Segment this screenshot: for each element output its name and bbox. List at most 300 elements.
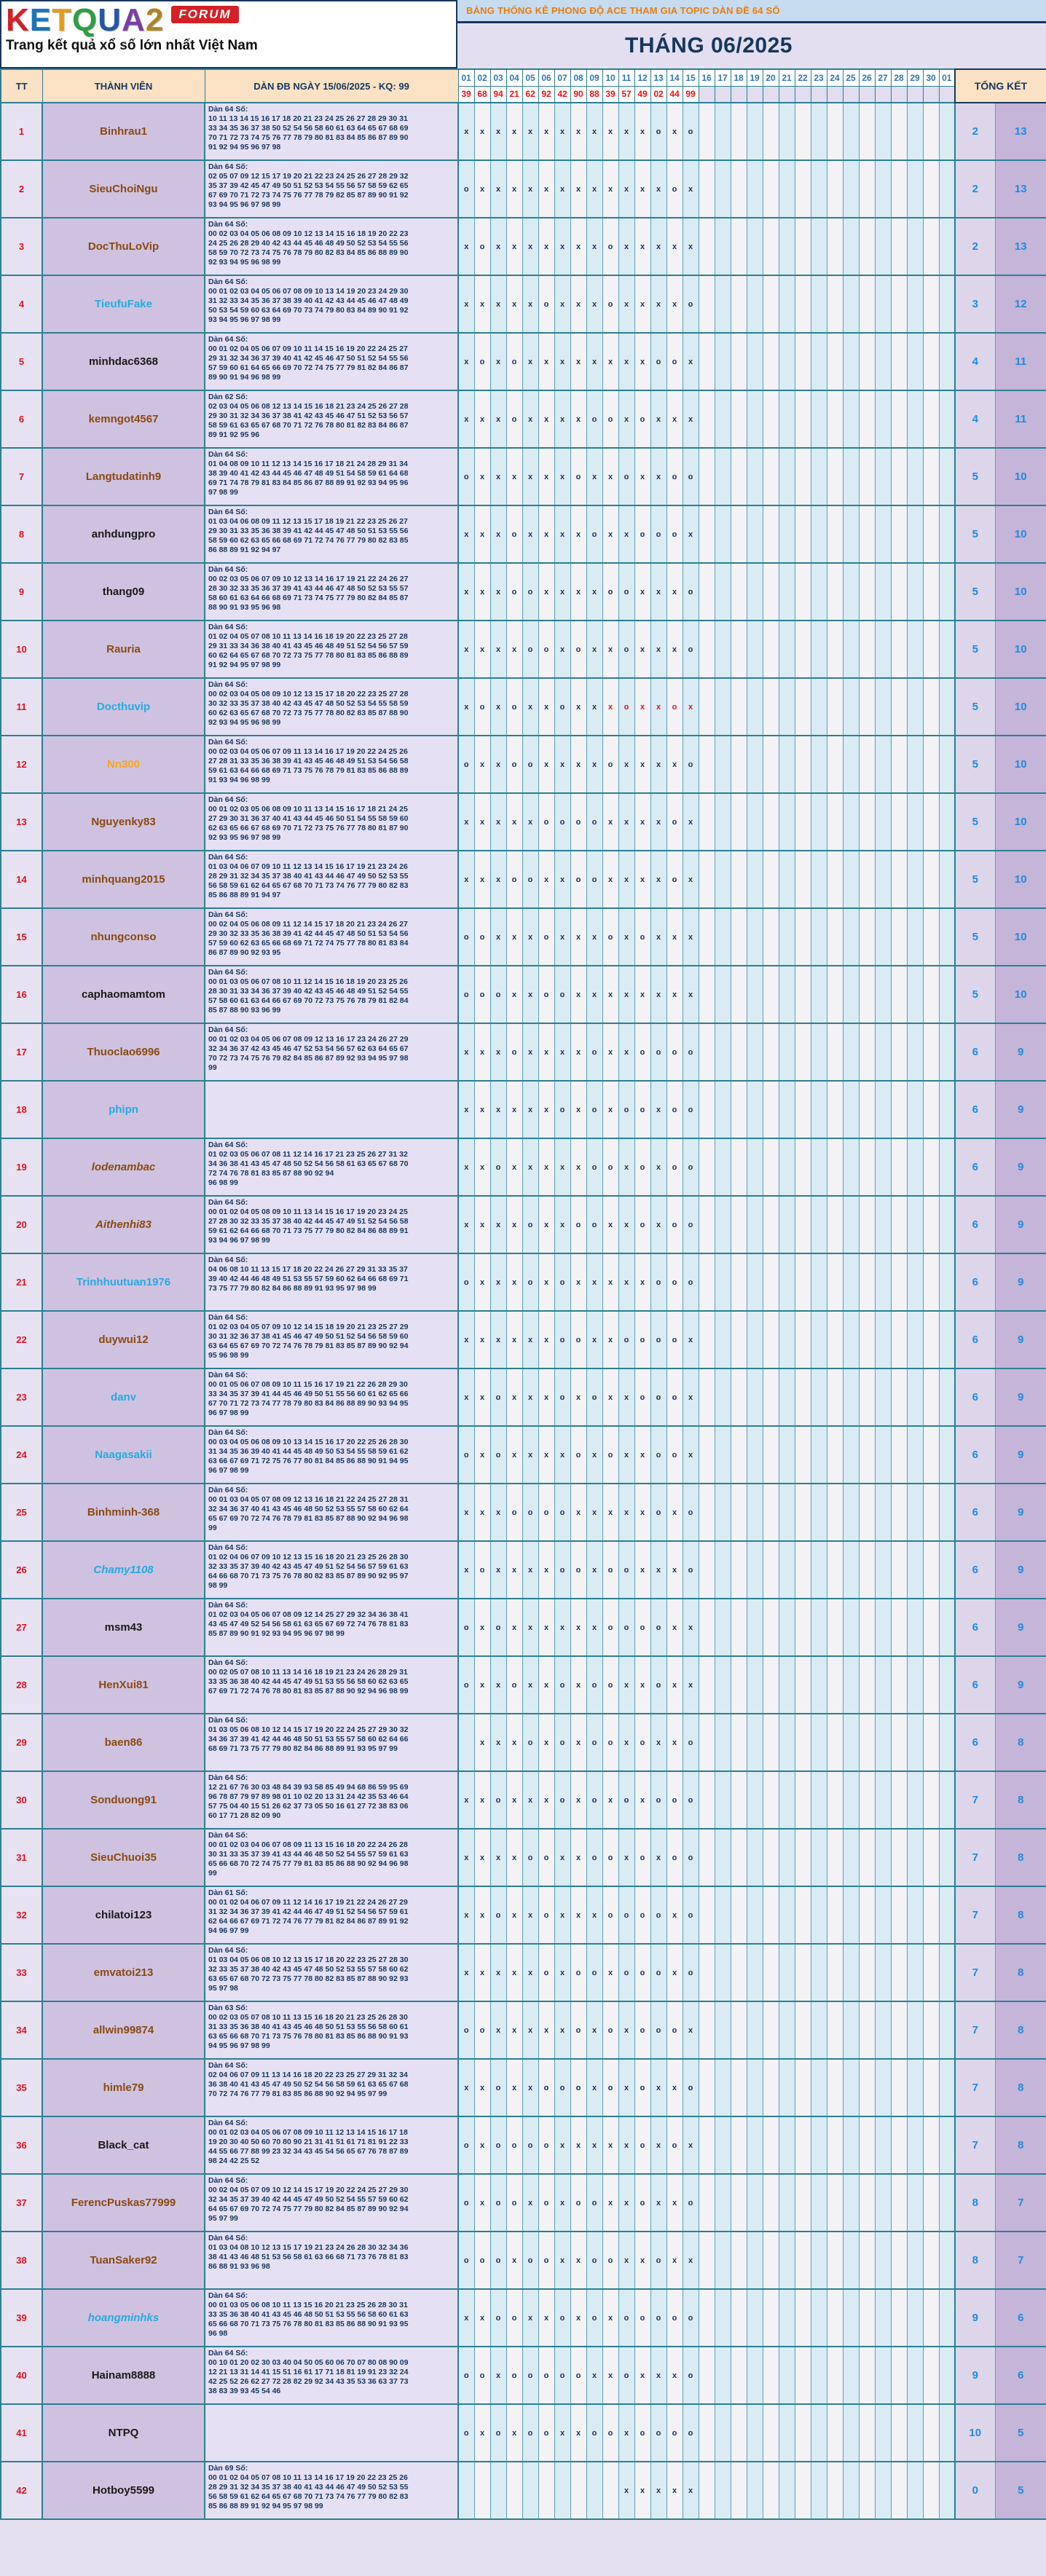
day-mark-empty	[699, 275, 715, 333]
day-mark: o	[586, 2174, 602, 2232]
member-name[interactable]: SieuChuoi35	[90, 1851, 157, 1864]
day-mark: o	[522, 1484, 538, 1541]
member-name[interactable]: SieuChoiNgu	[89, 182, 158, 195]
day-mark: o	[683, 1944, 699, 2001]
day-mark: x	[554, 1886, 570, 1944]
day-mark: x	[522, 2059, 538, 2116]
day-mark: x	[538, 678, 554, 736]
member-name[interactable]: Nn300	[106, 757, 141, 771]
day-mark-empty	[939, 621, 955, 678]
month-band	[457, 23, 1046, 68]
day-mark-empty	[891, 1484, 907, 1541]
member-row	[1, 1886, 1046, 1944]
day-mark-empty	[763, 678, 779, 736]
day-mark: x	[634, 563, 650, 621]
dan-numbers-line: 56 58 59 61 62 64 65 67 68 70 71 73 74 76 77 79 80 82 83	[208, 2492, 409, 2501]
day-mark-empty	[699, 160, 715, 218]
day-mark: x	[474, 851, 490, 908]
day-mark-empty	[795, 448, 811, 505]
day-mark	[570, 2462, 586, 2519]
day-mark: o	[522, 1253, 538, 1311]
total-o-count: 2	[955, 160, 995, 218]
day-mark-empty	[827, 2232, 843, 2289]
member-name[interactable]: caphaomamtom	[81, 988, 166, 1001]
day-mark: x	[474, 1023, 490, 1081]
day-mark	[506, 2462, 522, 2519]
col-header-tt: TT	[1, 69, 42, 103]
total-o-count: 5	[955, 736, 995, 793]
day-mark-empty	[811, 160, 827, 218]
result-value: 90	[570, 86, 586, 103]
day-mark-empty	[891, 505, 907, 563]
row-number: 25	[1, 1484, 42, 1541]
day-mark: o	[570, 2059, 586, 2116]
day-mark: x	[666, 1944, 683, 2001]
day-mark-empty	[811, 2289, 827, 2347]
day-mark-empty	[715, 1311, 731, 1368]
member-cell	[42, 1541, 205, 1599]
day-mark: x	[538, 505, 554, 563]
day-mark-empty	[875, 1081, 891, 1138]
day-mark: x	[474, 2289, 490, 2347]
day-mark-empty	[779, 2347, 795, 2404]
day-mark-empty	[827, 103, 843, 160]
member-name[interactable]: allwin99874	[93, 2023, 154, 2036]
day-mark-empty	[875, 1714, 891, 1771]
day-mark: o	[538, 1944, 554, 2001]
result-value: 39	[458, 86, 474, 103]
day-mark-empty	[827, 1023, 843, 1081]
member-name[interactable]: duywui12	[98, 1333, 149, 1346]
dan-numbers-line: 33 35 36 38 40 42 44 45 47 49 51 53 55 56 58 60 62 63 65	[208, 1677, 409, 1686]
member-name[interactable]: Rauria	[106, 642, 141, 655]
day-mark: x	[586, 1426, 602, 1484]
dan-numbers-line: 85 87 88 90 93 96 99	[208, 1006, 281, 1015]
member-name[interactable]: hoangminhks	[87, 2311, 160, 2324]
day-mark: x	[458, 390, 474, 448]
day-mark: x	[458, 1829, 474, 1886]
day-mark	[522, 2462, 538, 2519]
day-mark: x	[490, 793, 506, 851]
member-name[interactable]: Black_cat	[98, 2138, 149, 2151]
day-mark: x	[666, 2059, 683, 2116]
day-mark-empty	[827, 966, 843, 1023]
day-mark: o	[666, 1138, 683, 1196]
dan-numbers-line: 31 34 35 36 39 40 41 44 45 48 49 50 53 54 55 58 59 61 62	[208, 1447, 409, 1456]
total-o-count: 5	[955, 793, 995, 851]
dan-numbers-line: 01 03 04 06 07 09 10 11 12 13 14 15 16 17 19 21 23 24 26	[208, 862, 408, 871]
member-name[interactable]: anhdungpro	[91, 527, 156, 540]
day-mark-empty	[939, 218, 955, 275]
member-name[interactable]: Binhminh-368	[87, 1505, 160, 1519]
day-mark-empty	[923, 1023, 939, 1081]
member-cell	[42, 1081, 205, 1138]
day-mark-empty	[715, 160, 731, 218]
day-mark: x	[474, 2174, 490, 2232]
day-mark-empty	[763, 966, 779, 1023]
row-number: 22	[1, 1311, 42, 1368]
day-mark: x	[634, 1541, 650, 1599]
day-mark-empty	[795, 2289, 811, 2347]
dan-label: Dàn 64 Số:	[208, 105, 248, 114]
dan-numbers-line: 32 33 35 37 39 40 42 43 45 47 49 51 52 54 56 57 59 61 63	[208, 1562, 409, 1571]
day-mark: x	[554, 1426, 570, 1484]
total-x-count: 13	[995, 103, 1046, 160]
day-mark: x	[554, 333, 570, 390]
dan-numbers-line: 04 06 08 10 11 13 15 17 18 20 22 24 26 27 29 31 33 35 37	[208, 1265, 408, 1274]
day-mark: o	[683, 563, 699, 621]
day-mark: x	[602, 333, 618, 390]
total-x-count: 9	[995, 1484, 1046, 1541]
day-mark-empty	[731, 1714, 747, 1771]
member-name[interactable]: Trinhhuutuan1976	[76, 1275, 171, 1288]
day-mark-empty	[875, 1138, 891, 1196]
day-mark-empty	[843, 2347, 859, 2404]
dan-cell	[205, 851, 458, 908]
day-mark: x	[458, 1541, 474, 1599]
day-mark-empty	[875, 1944, 891, 2001]
day-mark: x	[570, 563, 586, 621]
dan-numbers-line: 62 63 65 66 67 68 69 70 71 72 73 75 76 77 78 80 81 87 90	[208, 824, 409, 832]
dan-cell	[205, 2232, 458, 2289]
day-mark: o	[650, 2001, 666, 2059]
day-mark: x	[570, 1484, 586, 1541]
day-mark: o	[506, 1484, 522, 1541]
day-mark-empty	[731, 1368, 747, 1426]
page-header	[0, 0, 1046, 68]
result-empty	[763, 86, 779, 103]
day-mark-empty	[843, 1541, 859, 1599]
member-name[interactable]: Aithenhi83	[95, 1218, 152, 1231]
member-row	[1, 1599, 1046, 1656]
day-mark: x	[650, 218, 666, 275]
day-mark-empty	[731, 2001, 747, 2059]
day-mark: o	[666, 1311, 683, 1368]
member-row	[1, 2404, 1046, 2462]
member-name[interactable]: kemngot4567	[88, 412, 159, 425]
day-mark: x	[602, 1368, 618, 1426]
day-mark: o	[666, 1771, 683, 1829]
day-mark-empty	[875, 448, 891, 505]
day-mark-empty	[699, 2347, 715, 2404]
day-mark: x	[683, 2001, 699, 2059]
member-name[interactable]: FerencPuskas77999	[71, 2196, 176, 2209]
day-mark-empty	[747, 678, 763, 736]
day-mark: x	[506, 1196, 522, 1253]
result-empty	[811, 86, 827, 103]
day-mark-empty	[811, 1253, 827, 1311]
day-mark: x	[458, 1368, 474, 1426]
dan-label: Dàn 64 Số:	[208, 1486, 248, 1494]
day-mark-empty	[939, 1886, 955, 1944]
day-mark-empty	[859, 2347, 875, 2404]
member-name[interactable]: DocThuLoVip	[87, 240, 160, 253]
dan-cell	[205, 1368, 458, 1426]
member-row	[1, 2059, 1046, 2116]
day-mark-empty	[923, 851, 939, 908]
member-name[interactable]: TuanSaker92	[90, 2253, 157, 2266]
day-mark: x	[538, 160, 554, 218]
day-mark: o	[554, 1541, 570, 1599]
day-mark: o	[538, 2347, 554, 2404]
day-mark-empty	[923, 563, 939, 621]
dan-numbers-line: 00 01 03 05 06 07 08 10 11 12 14 15 16 18 19 20 23 25 26	[208, 977, 408, 986]
dan-cell	[205, 1253, 458, 1311]
day-mark: x	[458, 2289, 474, 2347]
member-name[interactable]: chilatoi123	[95, 1908, 152, 1921]
day-mark: x	[634, 1771, 650, 1829]
member-name[interactable]: Langtudatinh9	[85, 470, 162, 483]
member-cell	[42, 851, 205, 908]
day-mark: x	[458, 1484, 474, 1541]
day-mark-empty	[939, 2462, 955, 2519]
day-mark: x	[618, 1196, 634, 1253]
member-name[interactable]: Chamy1108	[93, 1563, 154, 1576]
day-mark-empty	[827, 390, 843, 448]
dan-numbers-line: 00 02 04 05 06 08 09 11 12 14 15 17 18 20 21 23 24 26 27	[208, 920, 408, 929]
day-mark-empty	[859, 1081, 875, 1138]
dan-numbers-line: 12 21 67 76 30 03 48 84 39 93 58 85 49 94 68 86 59 95 69	[208, 1783, 409, 1792]
day-mark-empty	[891, 1196, 907, 1253]
day-mark-empty	[827, 333, 843, 390]
member-name[interactable]: thang09	[102, 585, 145, 598]
day-mark: x	[538, 448, 554, 505]
day-mark: x	[506, 218, 522, 275]
day-mark: x	[570, 103, 586, 160]
dan-cell	[205, 103, 458, 160]
dan-label: Dàn 64 Số:	[208, 680, 248, 689]
day-mark-empty	[875, 966, 891, 1023]
day-mark-empty	[827, 2347, 843, 2404]
dan-label: Dàn 64 Số:	[208, 450, 248, 459]
member-name[interactable]: baen86	[104, 1736, 143, 1749]
member-name[interactable]: msm43	[104, 1620, 143, 1634]
dan-numbers-line: 86 87 89 90 92 93 95	[208, 948, 281, 957]
day-mark: x	[506, 1886, 522, 1944]
total-x-count: 9	[995, 1541, 1046, 1599]
day-mark-empty	[779, 1484, 795, 1541]
day-mark: x	[618, 736, 634, 793]
dan-numbers-line: 00 01 03 04 05 07 08 09 12 13 16 18 21 22 24 25 27 28 31	[208, 1495, 409, 1504]
day-mark: x	[650, 1138, 666, 1196]
day-mark-empty	[907, 2404, 923, 2462]
member-row	[1, 2001, 1046, 2059]
day-mark-empty	[731, 1886, 747, 1944]
dan-label: Dàn 64 Số:	[208, 1831, 248, 1840]
member-name[interactable]: nhungconso	[90, 930, 157, 943]
member-name[interactable]: Docthuvip	[96, 700, 151, 713]
day-mark: x	[554, 908, 570, 966]
day-mark: x	[634, 1253, 650, 1311]
member-name[interactable]: Hainam8888	[91, 2368, 156, 2382]
dan-numbers-line: 00 01 05 06 07 08 09 10 11 15 16 17 19 21 22 26 28 29 30	[208, 1380, 408, 1389]
day-mark: o	[570, 793, 586, 851]
member-name[interactable]: Thuoclao6996	[87, 1045, 160, 1058]
member-name[interactable]: Binhrau1	[99, 125, 147, 138]
day-mark: o	[490, 2232, 506, 2289]
day-mark: x	[474, 275, 490, 333]
day-mark-empty	[699, 103, 715, 160]
day-mark: x	[570, 390, 586, 448]
dan-numbers-line: 89 90 91 94 96 98 99	[208, 373, 281, 382]
row-number: 37	[1, 2174, 42, 2232]
day-mark-empty	[859, 1253, 875, 1311]
day-mark-empty	[891, 1541, 907, 1599]
day-mark-empty	[795, 333, 811, 390]
member-name[interactable]: Naagasakii	[95, 1448, 152, 1461]
day-mark: x	[490, 736, 506, 793]
day-mark-empty	[763, 1196, 779, 1253]
dan-cell	[205, 1426, 458, 1484]
day-mark-empty	[699, 1253, 715, 1311]
member-name[interactable]: NTPQ	[108, 2426, 139, 2439]
day-mark-empty	[763, 1023, 779, 1081]
member-cell	[42, 218, 205, 275]
day-mark: x	[538, 1023, 554, 1081]
day-mark: x	[474, 1829, 490, 1886]
day-mark: x	[490, 275, 506, 333]
total-o-count: 7	[955, 1944, 995, 2001]
dan-label: Dàn 64 Số:	[208, 2119, 248, 2127]
day-mark-empty	[859, 448, 875, 505]
member-row	[1, 1138, 1046, 1196]
total-x-count: 9	[995, 1599, 1046, 1656]
day-mark: x	[554, 2232, 570, 2289]
member-row	[1, 2116, 1046, 2174]
member-name[interactable]: lodenambac	[91, 1160, 156, 1173]
day-mark-empty	[891, 2116, 907, 2174]
day-mark: x	[506, 160, 522, 218]
day-mark-empty	[923, 736, 939, 793]
day-mark: x	[490, 390, 506, 448]
dan-numbers-line: 63 65 67 68 70 72 73 75 77 78 80 82 83 85 87 88 90 92 93	[208, 1974, 409, 1983]
day-mark-empty	[907, 1484, 923, 1541]
day-mark-empty	[747, 1484, 763, 1541]
day-mark: o	[538, 1484, 554, 1541]
row-number: 30	[1, 1771, 42, 1829]
day-mark-empty	[731, 103, 747, 160]
member-name[interactable]: minhdac6368	[88, 355, 159, 368]
day-mark: o	[570, 1196, 586, 1253]
day-mark-empty	[699, 505, 715, 563]
day-mark: o	[683, 621, 699, 678]
day-mark-empty	[843, 736, 859, 793]
day-mark: x	[570, 1253, 586, 1311]
day-mark: o	[586, 1138, 602, 1196]
day-mark-empty	[875, 1829, 891, 1886]
day-mark-empty	[859, 333, 875, 390]
member-name[interactable]: himle79	[103, 2081, 144, 2094]
day-mark: o	[683, 275, 699, 333]
day-mark-empty	[907, 1944, 923, 2001]
day-mark-empty	[907, 1023, 923, 1081]
dan-numbers-line: 32 34 36 37 42 43 45 46 47 52 53 54 56 57 62 63 64 65 67	[208, 1044, 409, 1053]
member-name[interactable]: Sonduong91	[90, 1793, 157, 1806]
day-mark-empty	[923, 1368, 939, 1426]
day-mark-empty	[907, 2059, 923, 2116]
member-name[interactable]: TieufuFake	[95, 297, 152, 310]
dan-cell	[205, 1484, 458, 1541]
day-mark: o	[618, 1886, 634, 1944]
site-logo[interactable]	[0, 0, 457, 68]
day-mark-empty	[795, 2174, 811, 2232]
day-mark: x	[506, 1599, 522, 1656]
total-x-count: 9	[995, 1426, 1046, 1484]
day-mark: x	[602, 103, 618, 160]
day-mark-empty	[907, 1081, 923, 1138]
result-empty	[715, 86, 731, 103]
member-name[interactable]: HenXui81	[98, 1678, 149, 1691]
total-o-count: 2	[955, 103, 995, 160]
day-mark-empty	[827, 2404, 843, 2462]
member-name[interactable]: emvatoi213	[93, 1966, 154, 1979]
dan-cell	[205, 1081, 458, 1138]
dan-numbers-line: 00 01 02 04 05 08 09 10 11 13 14 15 16 17 19 20 23 24 25	[208, 1208, 408, 1216]
day-mark: o	[666, 678, 683, 736]
day-mark-empty	[715, 390, 731, 448]
day-mark-empty	[827, 1541, 843, 1599]
dan-numbers-line: 60 62 63 65 67 68 70 72 73 75 77 78 80 82 83 85 87 88 90	[208, 709, 409, 717]
day-mark-empty	[795, 160, 811, 218]
day-mark: x	[490, 1484, 506, 1541]
dan-label: Dàn 64 Số:	[208, 1025, 248, 1034]
member-name[interactable]: Hotboy5599	[92, 2484, 155, 2497]
member-name[interactable]: Nguyenky83	[91, 815, 156, 828]
dan-numbers-line: 63 65 66 68 70 71 73 75 76 78 80 81 83 85 86 88 90 91 93	[208, 2032, 409, 2041]
day-mark: x	[618, 218, 634, 275]
member-cell	[42, 1944, 205, 2001]
day-mark-empty	[699, 448, 715, 505]
day-mark: x	[474, 103, 490, 160]
total-o-count: 6	[955, 1714, 995, 1771]
dan-label: Dàn 64 Số:	[208, 220, 248, 229]
stats-table	[0, 68, 1046, 2520]
day-mark: x	[490, 1081, 506, 1138]
day-mark: o	[586, 1081, 602, 1138]
day-mark: o	[683, 1886, 699, 1944]
day-mark-empty	[859, 851, 875, 908]
total-x-count: 8	[995, 2116, 1046, 2174]
day-mark: o	[490, 2289, 506, 2347]
day-mark-empty	[795, 103, 811, 160]
day-mark-empty	[923, 1886, 939, 1944]
row-number: 14	[1, 851, 42, 908]
day-mark: x	[666, 1541, 683, 1599]
member-name[interactable]: danv	[110, 1390, 136, 1403]
member-cell	[42, 1368, 205, 1426]
day-mark: x	[458, 505, 474, 563]
member-name[interactable]: minhquang2015	[82, 873, 165, 886]
day-mark-empty	[843, 218, 859, 275]
day-mark-empty	[939, 736, 955, 793]
result-empty	[747, 86, 763, 103]
result-value: 57	[618, 86, 634, 103]
day-mark: x	[650, 1714, 666, 1771]
day-mark: o	[602, 218, 618, 275]
member-name[interactable]: phipn	[109, 1103, 138, 1116]
day-mark: o	[634, 1599, 650, 1656]
day-mark-empty	[795, 505, 811, 563]
forum-badge: FORUM	[171, 6, 238, 23]
day-mark-empty	[923, 1541, 939, 1599]
day-mark-empty	[843, 966, 859, 1023]
day-mark: x	[490, 1541, 506, 1599]
day-mark-empty	[763, 2001, 779, 2059]
day-mark: x	[586, 333, 602, 390]
day-mark-empty	[731, 2174, 747, 2232]
day-mark: x	[618, 1368, 634, 1426]
day-mark-empty	[747, 505, 763, 563]
